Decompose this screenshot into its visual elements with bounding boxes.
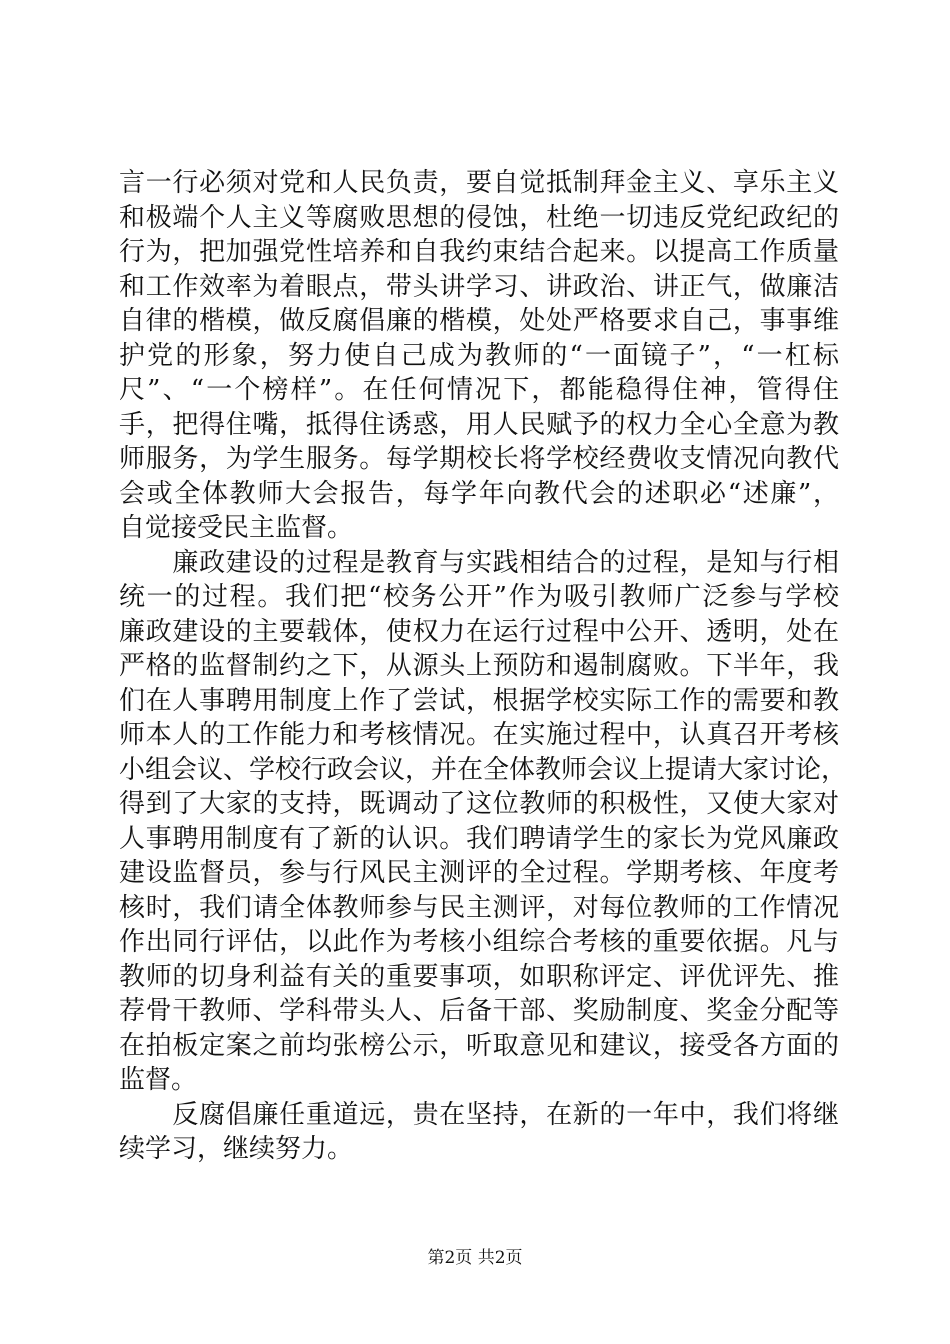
text-line: 建设监督员，参与行风民主测评的全过程。学期考核、年度考: [119, 858, 839, 888]
text-line: 手，把得住嘴，抵得住诱惑，用人民赋予的权力全心全意为教: [119, 409, 839, 440]
text-line: 荐骨干教师、学科带头人、后备干部、奖励制度、奖金分配等: [119, 996, 839, 1026]
text-line: 人事聘用制度有了新的认识。我们聘请学生的家长为党风廉政: [119, 823, 839, 854]
text-line: 反腐倡廉任重道远，贵在坚持，在新的一年中，我们将继: [119, 1099, 839, 1130]
text-line: 自律的楷模，做反腐倡廉的楷模，处处严格要求自己，事事维: [119, 306, 839, 336]
text-line: 教师的切身利益有关的重要事项，如职称评定、评优评先、推: [119, 961, 839, 992]
text-line: 得到了大家的支持，既调动了这位教师的积极性，又使大家对: [119, 789, 839, 819]
text-line: 小组会议、学校行政会议，并在全体教师会议上提请大家讨论，: [119, 754, 848, 785]
text-line: 监督。: [119, 1065, 198, 1095]
text-line: 和工作效率为着眼点，带头讲学习、讲政治、讲正气，做廉洁: [119, 271, 839, 302]
text-line: 行为，把加强党性培养和自我约束结合起来。以提高工作质量: [119, 237, 839, 267]
text-line: 核时，我们请全体教师参与民主测评，对每位教师的工作情况: [119, 892, 839, 923]
text-line: 护党的形象，努力使自己成为教师的“一面镜子”，“一杠标: [119, 340, 839, 371]
text-line: 严格的监督制约之下，从源头上预防和遏制腐败。下半年，我: [119, 651, 839, 681]
document-body: [119, 166, 848, 1167]
text-line: 和极端个人主义等腐败思想的侵蚀，杜绝一切违反党纪政纪的: [119, 202, 839, 233]
text-line: 师本人的工作能力和考核情况。在实施过程中，认真召开考核: [119, 720, 839, 750]
page-footer: 第2页 共2页: [427, 1248, 523, 1268]
text-line: 尺”、“一个榜样”。在任何情况下，都能稳得住神，管得住: [119, 375, 839, 405]
text-line: 廉政建设的过程是教育与实践相结合的过程，是知与行相: [119, 547, 839, 578]
text-line: 言一行必须对党和人民负责，要自觉抵制拜金主义、享乐主义: [119, 168, 839, 198]
text-line: 师服务，为学生服务。每学期校长将学校经费收支情况向教代: [119, 444, 839, 474]
text-line: 在拍板定案之前均张榜公示，听取意见和建议，接受各方面的: [119, 1030, 839, 1061]
text-line: 廉政建设的主要载体，使权力在运行过程中公开、透明，处在: [119, 616, 839, 647]
text-line: 们在人事聘用制度上作了尝试，根据学校实际工作的需要和教: [119, 685, 839, 716]
text-line: 统一的过程。我们把“校务公开”作为吸引教师广泛参与学校: [119, 582, 839, 612]
text-line: 作出同行评估，以此作为考核小组综合考核的重要依据。凡与: [119, 927, 839, 957]
text-line: 续学习，继续努力。: [119, 1134, 354, 1164]
text-line: 自觉接受民主监督。: [119, 513, 354, 543]
text-line: 会或全体教师大会报告，每学年向教代会的述职必“述廉”，: [119, 478, 839, 509]
